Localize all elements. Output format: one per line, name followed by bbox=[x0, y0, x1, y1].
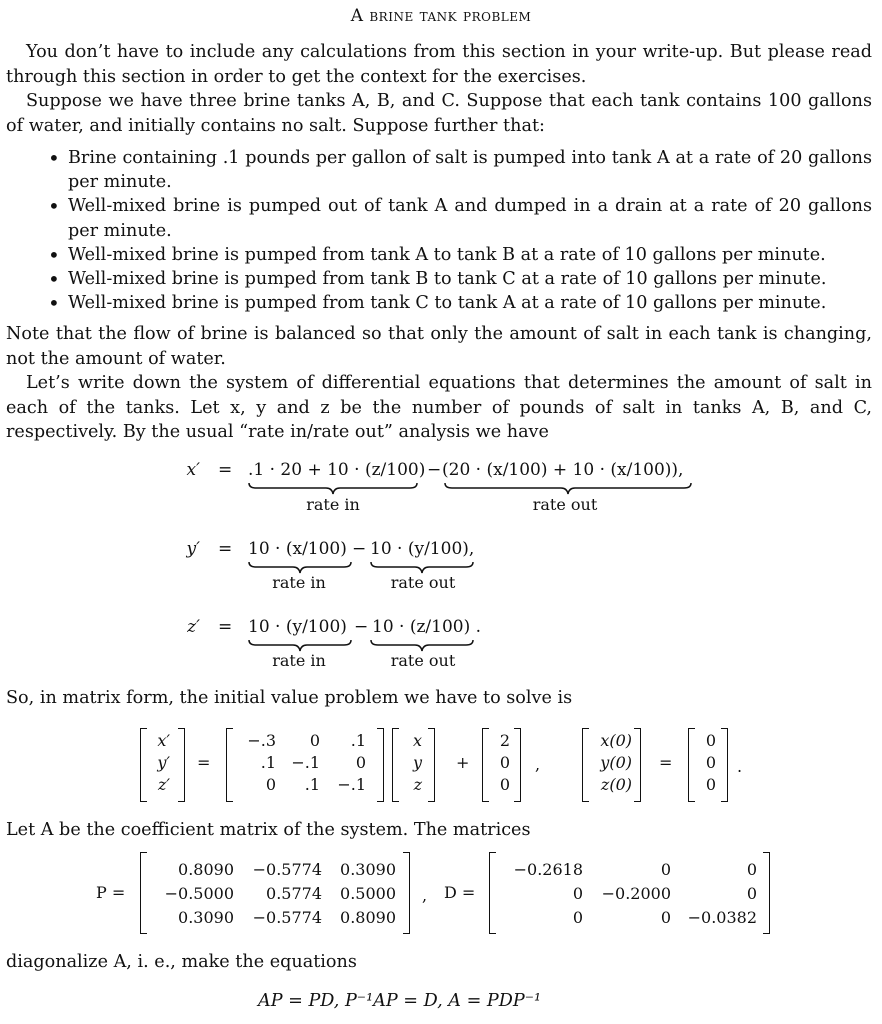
paragraph-intro: You don’t have to include any calculations from this section in your write-up. But please read through this section in order to get the context for the exercises. bbox=[6, 42, 872, 87]
rate-in-term: .1 · 20 + 10 · (z/100) bbox=[248, 460, 426, 480]
matrix-cell: −.1 bbox=[337, 775, 366, 794]
vector-entry: y′ bbox=[157, 753, 170, 772]
paragraph-system: Let’s write down the system of differential equations that determines the amount of salt in each of the tanks. Let x, y and z be the number of pounds of salt in tanks A, B, and C, respectively. By the usual “rate in/rate out” analysis we have bbox=[6, 373, 872, 442]
bullet-item: • Well-mixed brine is pumped out of tank A and dumped in a drain at a rate of 20 gallons per minute. bbox=[48, 194, 872, 242]
bullet-item: • Well-mixed brine is pumped from tank B to tank C at a rate of 10 gallons per minute. bbox=[48, 267, 872, 291]
bracket-right bbox=[514, 728, 521, 802]
comma: , bbox=[422, 886, 428, 905]
d-label: D = bbox=[444, 883, 476, 902]
paragraph-setup: Suppose we have three brine tanks A, B, and C. Suppose that each tank contains 100 gallons of water, and initially contains no salt. Suppose further that: bbox=[6, 91, 872, 136]
matrix-cell: −.3 bbox=[247, 731, 276, 750]
equals-sign: = bbox=[218, 539, 233, 559]
equation-lhs: z′ bbox=[187, 617, 200, 637]
paragraph-diagonalize: diagonalize A, i. e., make the equations bbox=[6, 952, 357, 972]
label-rate-in: rate in bbox=[272, 651, 326, 670]
matrix-cell: 0 bbox=[660, 860, 671, 879]
bracket-right bbox=[403, 852, 410, 934]
plus-sign: + bbox=[456, 753, 470, 772]
comma: , bbox=[535, 755, 541, 774]
matrix-cell: 0 bbox=[309, 731, 320, 750]
bullet-item: • Brine containing .1 pounds per gallon of salt is pumped into tank A at a rate of 20 gallons per minute. bbox=[48, 146, 872, 194]
vector-entry: 0 bbox=[705, 731, 716, 750]
bracket-left bbox=[392, 728, 399, 802]
label-rate-out: rate out bbox=[390, 651, 456, 670]
matrix-cell: −0.0382 bbox=[687, 908, 757, 927]
minus-sign: − bbox=[352, 539, 367, 559]
matrix-cell: −0.5774 bbox=[252, 908, 322, 927]
bracket-right bbox=[377, 728, 384, 802]
vector-entry: y bbox=[412, 753, 422, 772]
matrix-cell: −0.5000 bbox=[164, 884, 234, 903]
matrix-cell: −0.2618 bbox=[513, 860, 583, 879]
vector-entry: x bbox=[412, 731, 422, 750]
bracket-left bbox=[140, 728, 147, 802]
bullet-list bbox=[48, 146, 872, 315]
paragraph-matrix-form: So, in matrix form, the initial value problem we have to solve is bbox=[6, 688, 573, 708]
bracket-right bbox=[763, 852, 770, 934]
diagonalization-equations: AP = PD, P⁻¹AP = D, A = PDP⁻¹ bbox=[258, 991, 542, 1011]
vector-entry: 0 bbox=[705, 775, 716, 794]
bracket-left bbox=[688, 728, 695, 802]
matrix-cell: 0 bbox=[746, 860, 757, 879]
vector-entry: x(0) bbox=[600, 731, 632, 750]
matrix-cell: −.1 bbox=[291, 753, 320, 772]
paragraph-coefficient: Let A be the coefficient matrix of the system. The matrices bbox=[6, 820, 531, 840]
vector-entry: 0 bbox=[499, 775, 510, 794]
bracket-right bbox=[634, 728, 641, 802]
underbrace-rate-in bbox=[248, 482, 418, 496]
matrix-cell: .1 bbox=[350, 731, 366, 750]
matrix-cell: 0.8090 bbox=[340, 908, 396, 927]
bracket-left bbox=[482, 728, 489, 802]
matrix-cell: .1 bbox=[304, 775, 320, 794]
matrix-cell: 0 bbox=[572, 908, 583, 927]
label-rate-in: rate in bbox=[272, 573, 326, 592]
vector-entry: y(0) bbox=[600, 753, 632, 772]
matrix-cell: 0.3090 bbox=[340, 860, 396, 879]
underbrace-rate-out bbox=[444, 482, 692, 496]
label-rate-out: rate out bbox=[532, 495, 598, 514]
matrix-cell: .1 bbox=[260, 753, 276, 772]
rate-out-term: 10 · (y/100), bbox=[370, 539, 475, 559]
bullet-item: • Well-mixed brine is pumped from tank C to tank A at a rate of 10 gallons per minute. bbox=[48, 291, 872, 315]
bracket-left bbox=[226, 728, 233, 802]
vector-entry: z′ bbox=[157, 775, 170, 794]
equals-sign: = bbox=[218, 617, 233, 637]
bracket-left bbox=[140, 852, 147, 934]
vector-entry: z bbox=[413, 775, 422, 794]
label-rate-in: rate in bbox=[306, 495, 360, 514]
rate-in-term: 10 · (y/100) bbox=[248, 617, 347, 637]
matrix-cell: 0.8090 bbox=[178, 860, 234, 879]
matrix-cell: 0.5000 bbox=[340, 884, 396, 903]
matrix-cell: 0 bbox=[265, 775, 276, 794]
matrix-cell: 0 bbox=[355, 753, 366, 772]
label-rate-out: rate out bbox=[390, 573, 456, 592]
matrix-cell: 0 bbox=[746, 884, 757, 903]
matrix-cell: 0.3090 bbox=[178, 908, 234, 927]
matrix-cell: 0 bbox=[660, 908, 671, 927]
equation-lhs: x′ bbox=[186, 460, 200, 480]
bracket-right bbox=[721, 728, 728, 802]
bracket-left bbox=[582, 728, 589, 802]
matrix-cell: −0.2000 bbox=[601, 884, 671, 903]
matrix-cell: −0.5774 bbox=[252, 860, 322, 879]
vector-entry: 2 bbox=[499, 731, 510, 750]
paragraph-balance: Note that the flow of brine is balanced so that only the amount of salt in each tank is changing, not the amount of water. bbox=[6, 324, 872, 369]
p-label: P = bbox=[96, 883, 126, 902]
equation-lhs: y′ bbox=[186, 539, 200, 559]
matrix-cell: 0 bbox=[572, 884, 583, 903]
vector-entry: 0 bbox=[499, 753, 510, 772]
rate-out-term: (20 · (x/100) + 10 · (x/100)), bbox=[442, 460, 684, 480]
matrix-cell: 0.5774 bbox=[266, 884, 322, 903]
section-title: A brine tank problem bbox=[350, 6, 532, 26]
minus-sign: − bbox=[354, 617, 369, 637]
rate-in-term: 10 · (x/100) bbox=[248, 539, 347, 559]
vector-entry: 0 bbox=[705, 753, 716, 772]
equals-sign: = bbox=[197, 753, 211, 772]
equals-sign: = bbox=[659, 753, 673, 772]
minus-sign: − bbox=[427, 460, 442, 480]
bracket-right bbox=[428, 728, 435, 802]
vector-entry: z(0) bbox=[600, 775, 632, 794]
bracket-right bbox=[178, 728, 185, 802]
equals-sign: = bbox=[218, 460, 233, 480]
bullet-item: • Well-mixed brine is pumped from tank A to tank B at a rate of 10 gallons per minute. bbox=[48, 243, 872, 267]
vector-entry: x′ bbox=[157, 731, 170, 750]
period: . bbox=[737, 757, 743, 776]
rate-out-term: 10 · (z/100) . bbox=[372, 617, 482, 637]
bracket-left bbox=[489, 852, 496, 934]
